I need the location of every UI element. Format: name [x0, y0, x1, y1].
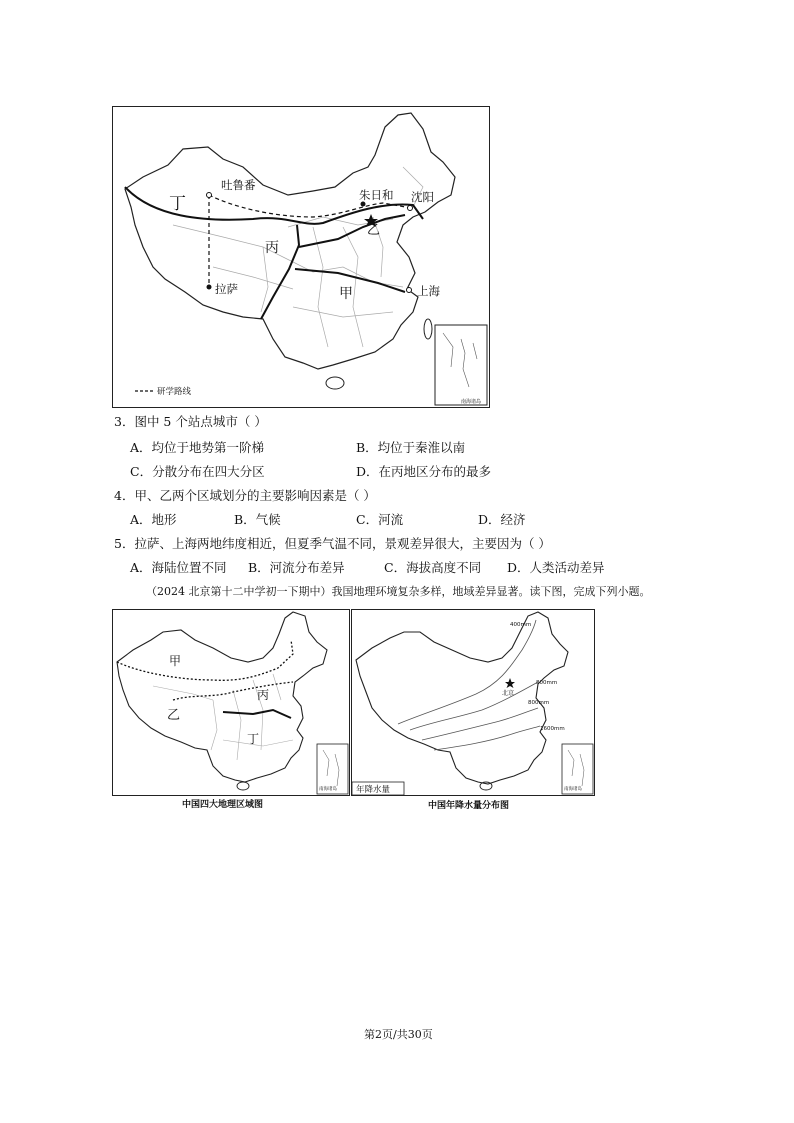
- isohyet-800-label-a: 800mm: [536, 680, 558, 686]
- shenyang-dot: [408, 206, 413, 211]
- beijing-star-icon: [505, 678, 515, 688]
- isohyet-800-label-b: 800mm: [528, 700, 550, 706]
- turpan-dot: [207, 193, 212, 198]
- shanghai-dot: [407, 288, 412, 293]
- route-map: [112, 106, 490, 408]
- region-jia-label: 甲: [339, 286, 353, 302]
- inset-label: 南海诸岛: [461, 399, 482, 405]
- question-5-option-b[interactable]: B．河流分布差异: [248, 560, 345, 575]
- isohyet-lines: [398, 620, 540, 750]
- region-ding-label: 丁: [247, 732, 260, 746]
- question-3-option-c[interactable]: C．分散分布在四大分区: [130, 464, 265, 479]
- regions-map-graphic: [113, 610, 349, 795]
- city-zhurihe-label: 朱日和: [359, 188, 394, 202]
- precipitation-map-graphic: [352, 610, 594, 795]
- region-bing-label: 丙: [257, 688, 270, 702]
- hainan-island: [237, 782, 249, 790]
- inset-label: 南海诸岛: [564, 787, 582, 792]
- question-4-option-d[interactable]: D．经济: [478, 512, 526, 527]
- question-5-option-c[interactable]: C．海拔高度不同: [384, 560, 482, 575]
- regions-map-caption: 中国四大地理区域图: [182, 800, 264, 810]
- city-lhasa-label: 拉萨: [215, 282, 238, 296]
- legend-label: 年降水量: [356, 785, 391, 795]
- section-intro: （2024 北京第十二中学初一下期中）我国地理环境复杂多样，地域差异显著。读下图，完成下列小题。: [146, 585, 651, 598]
- precipitation-map: [351, 609, 595, 796]
- question-3-option-a[interactable]: A．均位于地势第一阶梯: [130, 440, 265, 455]
- regions-map: [112, 609, 350, 796]
- taiwan-island: [424, 319, 432, 339]
- lhasa-dot: [207, 285, 212, 290]
- china-outline: [356, 612, 568, 784]
- region-yi-label: 乙: [167, 708, 181, 723]
- isohyet-400-label: 400mm: [510, 622, 532, 628]
- region-ding-label: 丁: [169, 194, 186, 214]
- route-map-graphic: [113, 107, 489, 407]
- precipitation-map-caption: 中国年降水量分布图: [428, 801, 510, 811]
- qinling-huaihe-line: [223, 710, 291, 718]
- question-5-option-d[interactable]: D．人类活动差异: [507, 560, 605, 575]
- question-4-option-c[interactable]: C．河流: [356, 512, 404, 527]
- legend-route-label: 研学路线: [157, 387, 192, 397]
- question-3-option-b[interactable]: B．均位于秦淮以南: [356, 440, 466, 455]
- region-bing-label: 丙: [265, 240, 279, 256]
- question-3-option-d[interactable]: D．在丙地区分布的最多: [356, 464, 492, 479]
- city-shanghai-label: 上海: [417, 284, 440, 298]
- page-footer: 第2页/共30页: [364, 1028, 433, 1041]
- isohyet-1600-label: 1600mm: [540, 726, 565, 732]
- question-4-option-a[interactable]: A．地形: [130, 512, 177, 527]
- question-4-stem: 4．甲、乙两个区域划分的主要影响因素是（ ）: [114, 488, 376, 503]
- question-5-option-a[interactable]: A．海陆位置不同: [130, 560, 227, 575]
- china-outline: [125, 113, 455, 369]
- beijing-label: 北京: [502, 690, 515, 697]
- question-3-stem: 3．图中 5 个站点城市（ ）: [114, 414, 267, 429]
- region-yi-label: 乙: [367, 223, 381, 238]
- inset-label: 南海诸岛: [319, 787, 337, 792]
- hainan-island: [326, 377, 344, 389]
- question-5-stem: 5．拉萨、上海两地纬度相近，但夏季气温不同，景观差异很大，主要因为（ ）: [114, 536, 551, 551]
- china-outline: [117, 612, 327, 782]
- question-4-option-b[interactable]: B．气候: [234, 512, 281, 527]
- city-turpan-label: 吐鲁番: [221, 178, 256, 192]
- south-china-sea-inset: [435, 325, 487, 405]
- city-shenyang-label: 沈阳: [411, 190, 434, 204]
- region-jia-label: 甲: [169, 654, 182, 668]
